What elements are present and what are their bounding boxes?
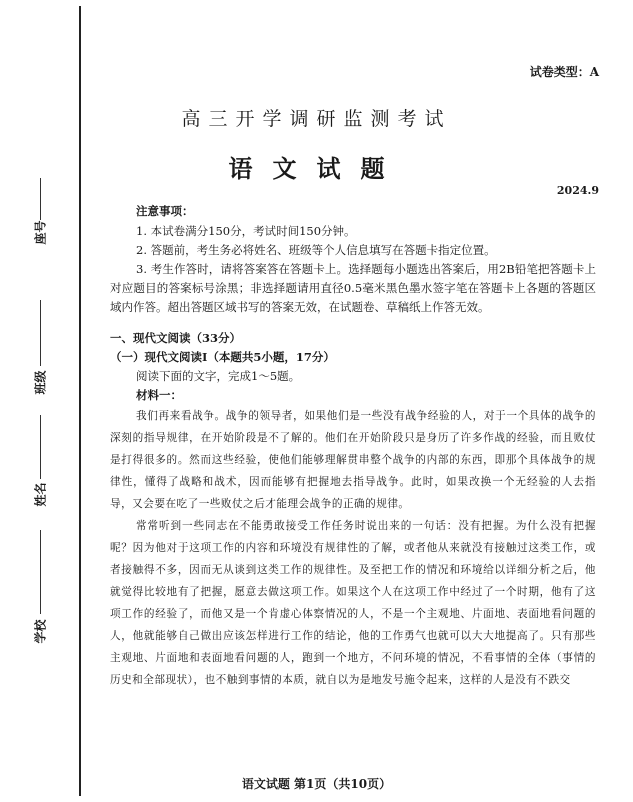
notice-title: 注意事项： (136, 204, 194, 218)
passage-paragraph: 常常听到一些同志在不能勇敢接受工作任务时说出来的一句话：没有把握。为什么没有把握呢？因为他对于这项工作的内容和环境没有规律性的了解，或者他从来就没有接触过这类工作，或者接触得不多，因而无从谈到这类工作的规律性。及至把工作的情况和环境给以详细分析之后，他就觉得比较地有了把握，愿意去做这项工作。如果这个人在这项工作中经过了一个时期，他有了这项工作的经验了，而他又是一个肯虚心体察情况的人，不是一个主观地、片面地、表面地看问题的人，他就能够自己做出应该怎样进行工作的结论，他的工作勇气也就可以大大地提高了。只有那些主观地、片面地和表面地看问题的人，跑到一个地方，不问环境的情况，不看事情的全体（事情的历史和全部现状），也不触到事情的本质，就自以为是地发号施令起来，这样的人是没有不跌交 (110, 520, 596, 686)
school-blank (40, 530, 41, 614)
name-label: 姓名 (33, 482, 48, 507)
exam-content (110, 202, 596, 691)
spacer (110, 317, 596, 329)
name-blank (40, 415, 41, 479)
paper-type: 试卷类型：A (529, 65, 599, 79)
section-title: 一、现代文阅读（33分） (110, 331, 242, 345)
exam-title: 高三开学调研监测考试 (181, 108, 452, 130)
notice-item: 2. 答题前，考生务必将姓名、班级等个人信息填写在答题卡指定位置。 (136, 243, 496, 257)
reading-instruction: 阅读下面的文字，完成1～5题。 (136, 369, 301, 383)
passage-paragraph: 我们再来看战争。战争的领导者，如果他们是一些没有战争经验的人，对于一个具体的战争的深刻的指导规律，在开始阶段是不了解的。他们在开始阶段只是身历了许多作战的经验，而且败仗是打得很多的。然而这些经验，使他们能够理解贯串整个战争的内部的东西，即那个具体战争的规律性，懂得了战略和战术，因而能够有把握地去指导战争。此时，如果改换一个无经验的人去指导，又会要在吃了一些败仗之后才能理会战争的正确的规律。 (110, 410, 596, 510)
notice-item: 1. 本试卷满分150分，考试时间150分钟。 (136, 224, 356, 238)
subsection-title: （一）现代文阅读Ⅰ（本题共5小题，17分） (110, 350, 335, 364)
exam-date: 2024.9 (556, 184, 599, 197)
seat-number-label: 座号 (33, 220, 48, 245)
seat-number-blank (40, 178, 41, 220)
page-footer: 语文试题 第1页（共10页） (241, 777, 392, 791)
class-label: 班级 (33, 370, 48, 395)
class-blank (40, 300, 41, 366)
school-label: 学校 (33, 619, 48, 644)
subject-title: 语文试题 (228, 154, 405, 183)
material-title: 材料一： (136, 388, 182, 402)
notice-item: 3. 考生作答时，请将答案答在答题卡上。选择题每小题选出答案后，用2B铅笔把答题卡上对应题目的答案标号涂黑；非选择题请用直径0.5毫米黑色墨水签字笔在答题卡上各题的答题区域内作答。超出答题区域书写的答案无效，在试题卷、草稿纸上作答无效。 (110, 262, 596, 314)
